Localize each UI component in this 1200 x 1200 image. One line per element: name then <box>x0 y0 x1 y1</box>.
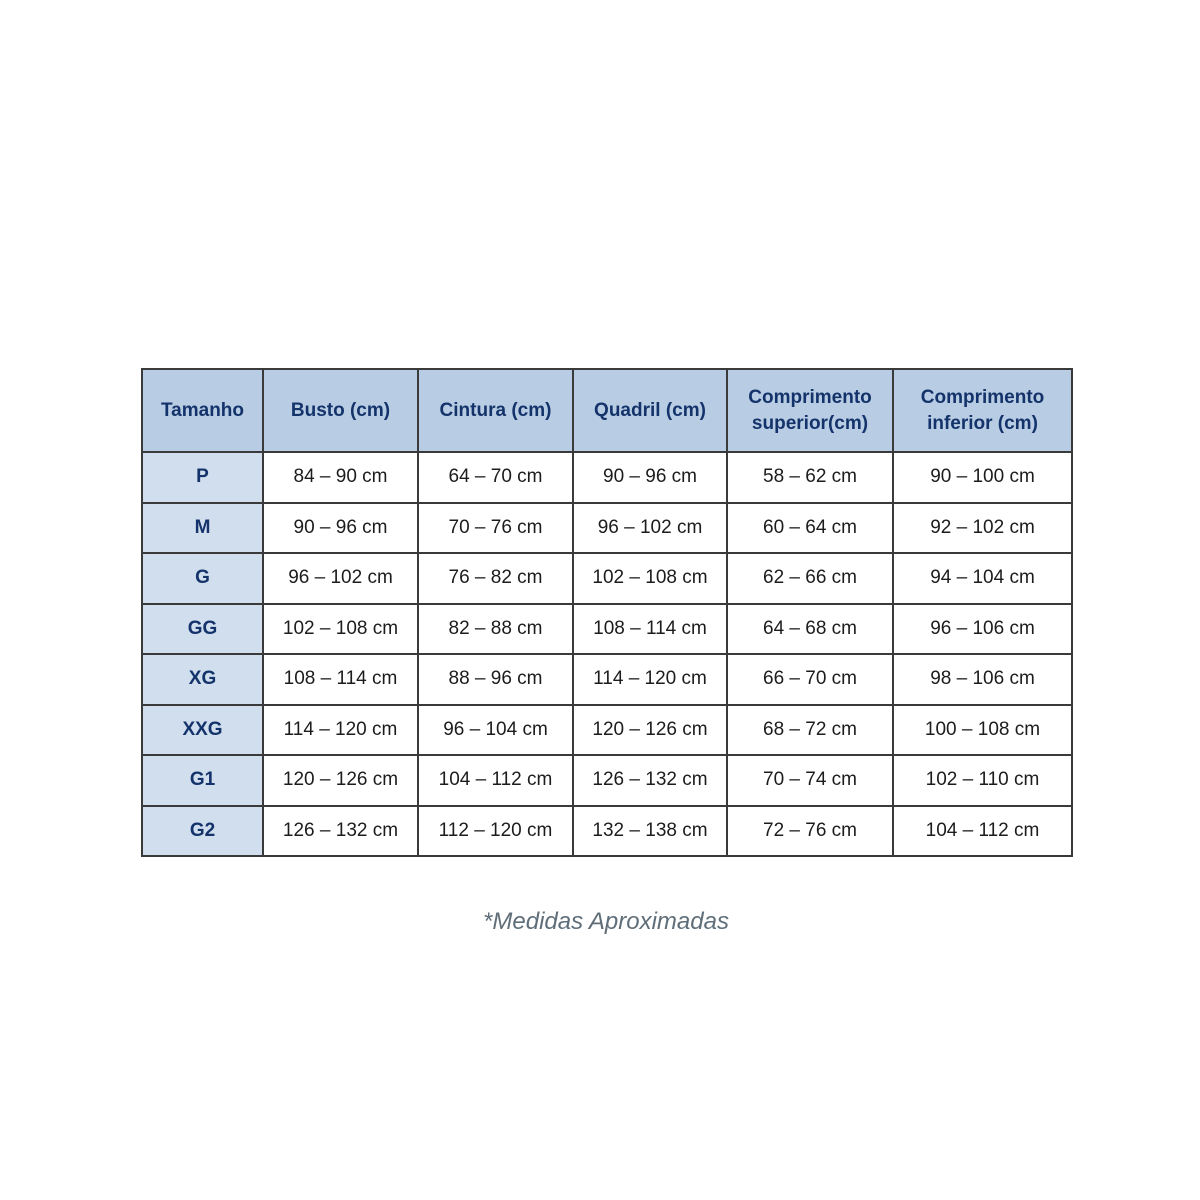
table-row <box>142 705 1072 756</box>
table-row <box>142 503 1072 554</box>
column-header-comprimento-superior: Comprimento superior(cm) <box>727 369 893 452</box>
measurement-cell: 76 – 82 cm <box>418 553 573 604</box>
size-cell: XXG <box>142 705 263 756</box>
table-row <box>142 604 1072 655</box>
size-cell: G <box>142 553 263 604</box>
measurement-cell: 90 – 96 cm <box>573 452 727 503</box>
approx-measurements-footnote: *Medidas Aproximadas <box>483 908 729 935</box>
measurement-cell: 96 – 102 cm <box>573 503 727 554</box>
header-row <box>142 369 1072 452</box>
measurement-cell: 94 – 104 cm <box>893 553 1072 604</box>
measurement-cell: 90 – 96 cm <box>263 503 418 554</box>
column-header-comprimento-inferior: Comprimento inferior (cm) <box>893 369 1072 452</box>
size-cell: G2 <box>142 806 263 857</box>
measurement-cell: 60 – 64 cm <box>727 503 893 554</box>
measurement-cell: 102 – 108 cm <box>573 553 727 604</box>
measurement-cell: 70 – 76 cm <box>418 503 573 554</box>
column-header-quadril: Quadril (cm) <box>573 369 727 452</box>
measurement-cell: 104 – 112 cm <box>418 755 573 806</box>
measurement-cell: 102 – 110 cm <box>893 755 1072 806</box>
measurement-cell: 62 – 66 cm <box>727 553 893 604</box>
measurement-cell: 72 – 76 cm <box>727 806 893 857</box>
table-row <box>142 553 1072 604</box>
measurement-cell: 70 – 74 cm <box>727 755 893 806</box>
size-chart-table <box>141 368 1073 857</box>
measurement-cell: 66 – 70 cm <box>727 654 893 705</box>
measurement-cell: 102 – 108 cm <box>263 604 418 655</box>
column-header-busto: Busto (cm) <box>263 369 418 452</box>
measurement-cell: 126 – 132 cm <box>263 806 418 857</box>
table-row <box>142 755 1072 806</box>
measurement-cell: 58 – 62 cm <box>727 452 893 503</box>
measurement-cell: 112 – 120 cm <box>418 806 573 857</box>
measurement-cell: 82 – 88 cm <box>418 604 573 655</box>
measurement-cell: 92 – 102 cm <box>893 503 1072 554</box>
measurement-cell: 68 – 72 cm <box>727 705 893 756</box>
measurement-cell: 120 – 126 cm <box>263 755 418 806</box>
column-header-cintura: Cintura (cm) <box>418 369 573 452</box>
size-cell: GG <box>142 604 263 655</box>
size-cell: M <box>142 503 263 554</box>
table-row <box>142 452 1072 503</box>
measurement-cell: 100 – 108 cm <box>893 705 1072 756</box>
table-row <box>142 654 1072 705</box>
measurement-cell: 64 – 68 cm <box>727 604 893 655</box>
measurement-cell: 132 – 138 cm <box>573 806 727 857</box>
measurement-cell: 114 – 120 cm <box>573 654 727 705</box>
size-cell: G1 <box>142 755 263 806</box>
measurement-cell: 96 – 104 cm <box>418 705 573 756</box>
measurement-cell: 96 – 106 cm <box>893 604 1072 655</box>
measurement-cell: 90 – 100 cm <box>893 452 1072 503</box>
size-chart <box>141 368 1071 857</box>
measurement-cell: 96 – 102 cm <box>263 553 418 604</box>
size-cell: XG <box>142 654 263 705</box>
measurement-cell: 108 – 114 cm <box>573 604 727 655</box>
size-cell: P <box>142 452 263 503</box>
measurement-cell: 114 – 120 cm <box>263 705 418 756</box>
measurement-cell: 108 – 114 cm <box>263 654 418 705</box>
measurement-cell: 84 – 90 cm <box>263 452 418 503</box>
table-row <box>142 806 1072 857</box>
measurement-cell: 126 – 132 cm <box>573 755 727 806</box>
measurement-cell: 104 – 112 cm <box>893 806 1072 857</box>
measurement-cell: 88 – 96 cm <box>418 654 573 705</box>
measurement-cell: 64 – 70 cm <box>418 452 573 503</box>
measurement-cell: 98 – 106 cm <box>893 654 1072 705</box>
measurement-cell: 120 – 126 cm <box>573 705 727 756</box>
column-header-tamanho: Tamanho <box>142 369 263 452</box>
